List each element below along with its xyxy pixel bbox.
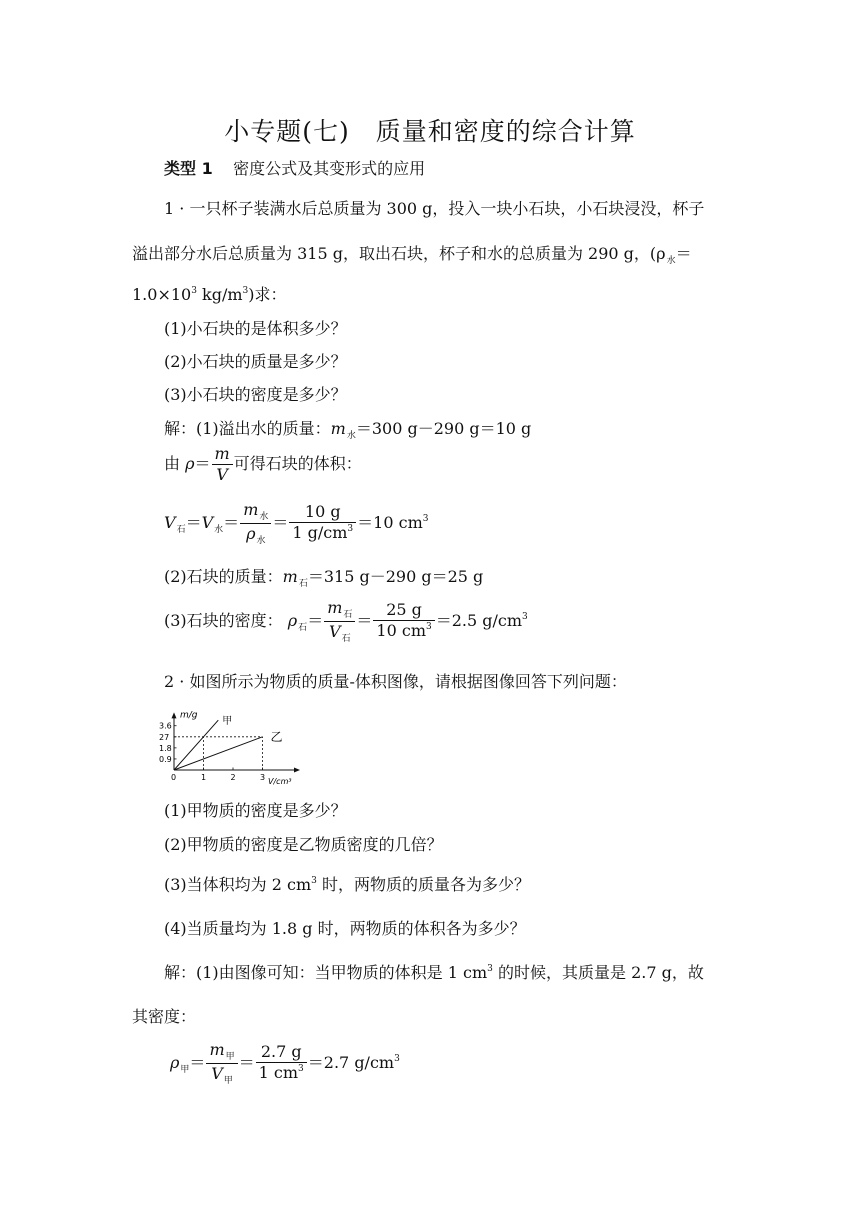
x-tick-label: 2 — [230, 773, 236, 782]
q2-sub1: (1)甲物质的密度是多少？ — [164, 801, 347, 820]
sol1-step4: (2)石块的质量：$m_石=315$ g－290 g＝25 g — [164, 567, 484, 589]
sol1-step2: 由 ρ＝ $\frac{m}{V}$ 可得石块的体积： — [164, 444, 362, 484]
y-axis-arrow — [172, 712, 177, 718]
x-tick-label: 3 — [260, 773, 266, 782]
sol1-step3: $V_石=V_水=$ $\frac{m_水}{\rho_水}$ ＝ $\frac{10 g}{1 g/cm^3}$ ＝10 $cm^3$ — [164, 500, 429, 546]
q1-line2: 溢出部分水后总质量为 315 g，取出石块，杯子和水的总质量为 290 g，($\rho_水=$ — [132, 244, 692, 266]
y-tick-label: 1.8 — [159, 743, 172, 753]
sol2-line1: 解：(1)由图像可知：当甲物质的体积是 1 $cm^3$ 的时候，其质量是 2.7 g，故 — [164, 963, 704, 982]
x-axis-arrow — [294, 768, 300, 773]
y-tick-label: 0.9 — [159, 754, 172, 764]
section-number: 类型 1 — [164, 159, 213, 178]
section-text: 密度公式及其变形式的应用 — [233, 159, 426, 178]
mass-volume-graph — [152, 700, 312, 796]
q1-sub1: (1)小石块的是体积多少？ — [164, 319, 347, 338]
density-formula: $\frac{m}{V}$ — [212, 444, 233, 485]
sol2-line2: 其密度： — [132, 1007, 197, 1026]
series-line-1 — [174, 720, 218, 770]
y-tick-label: 27 — [159, 732, 170, 742]
q1-sub3: (3)小石块的密度是多少？ — [164, 385, 347, 404]
x-axis-label: V/cm³ — [268, 777, 292, 786]
page-title: 小专题(七) 质量和密度的综合计算 — [224, 117, 636, 146]
q1-line1: 1 · 一只杯子装满水后总质量为 300 g，投入一块小石块，小石块浸没，杯子 — [164, 199, 705, 218]
sol2-formula: $\rho_甲=$ $\frac{m_甲}{V_甲}$ ＝ $\frac{2.7 g}{1 cm^3}$ ＝2.7 $g/cm^3$ — [170, 1040, 400, 1086]
q2-sub3: (3)当体积均为 2 $cm^3$ 时，两物质的质量各为多少？ — [164, 875, 530, 894]
section-heading — [164, 156, 425, 179]
series-label-1: 甲 — [222, 716, 233, 728]
y-axis-label: m/g — [180, 710, 198, 721]
q2-sub4: (4)当质量均为 1.8 g 时，两物质的体积各为多少？ — [164, 919, 526, 938]
q1-sub2: (2)小石块的质量是多少？ — [164, 352, 347, 371]
x-tick-label: 1 — [201, 773, 207, 782]
series-label-2: 乙 — [270, 729, 283, 744]
q1-line3: $1.0\times 10^3$ $kg/m^3$)求： — [132, 285, 287, 304]
q2-line1: 2 · 如图所示为物质的质量-体积图像，请根据图像回答下列问题： — [164, 672, 627, 691]
sol1-step1: 解：(1)溢出水的质量：$m_水=300$ g－290 g＝10 g — [164, 419, 532, 441]
sol1-step5: (3)石块的密度： $\rho_石=$ $\frac{m_石}{V_石}$ ＝ $\frac{25 g}{10 cm^3}$ ＝2.5 $g/cm^3$ — [164, 598, 528, 644]
x-tick-label: 0 — [171, 773, 177, 782]
y-tick-label: 3.6 — [159, 721, 172, 731]
series-line-2 — [174, 737, 263, 770]
q2-sub2: (2)甲物质的密度是乙物质密度的几倍？ — [164, 835, 443, 854]
